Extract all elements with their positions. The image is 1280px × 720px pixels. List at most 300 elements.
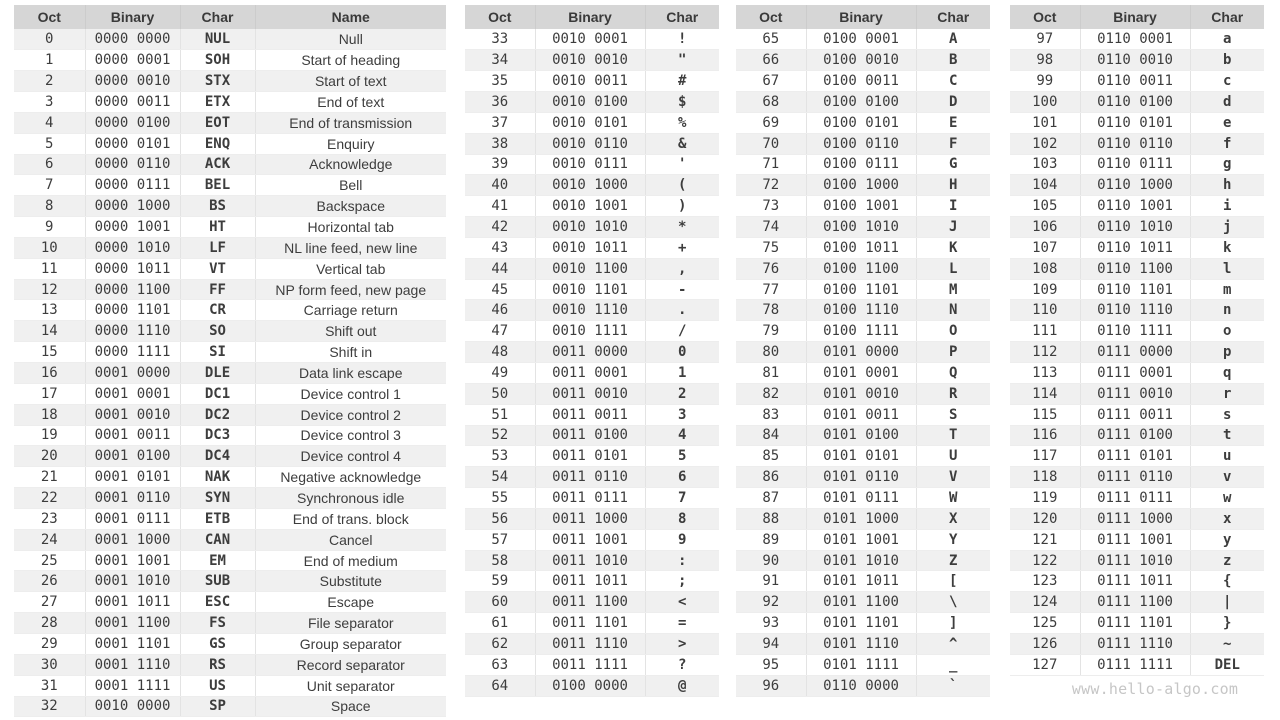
table-row xyxy=(465,467,719,488)
cell-char: T xyxy=(916,425,990,446)
cell-binary: 0101 1010 xyxy=(806,550,916,571)
cell-binary: 0101 1011 xyxy=(806,571,916,592)
cell-char: 9 xyxy=(645,529,719,550)
table-row xyxy=(1010,112,1264,133)
table-row xyxy=(465,300,719,321)
table-row xyxy=(14,467,446,488)
cell-binary: 0110 0110 xyxy=(1080,133,1190,154)
cell-name: End of medium xyxy=(255,550,446,571)
table-row xyxy=(1010,217,1264,238)
table-row xyxy=(736,446,990,467)
cell-char: 7 xyxy=(645,488,719,509)
cell-char: i xyxy=(1190,196,1264,217)
cell-char: P xyxy=(916,342,990,363)
cell-binary: 0011 1101 xyxy=(535,613,645,634)
table-row xyxy=(14,112,446,133)
cell-binary: 0001 1101 xyxy=(85,633,180,654)
cell-char: ^ xyxy=(916,633,990,654)
cell-char: CAN xyxy=(180,529,255,550)
cell-oct: 31 xyxy=(14,675,85,696)
cell-char: ( xyxy=(645,175,719,196)
cell-binary: 0100 0100 xyxy=(806,92,916,113)
cell-name: Escape xyxy=(255,592,446,613)
cell-name: Data link escape xyxy=(255,363,446,384)
table-row xyxy=(14,633,446,654)
cell-binary: 0100 0111 xyxy=(806,154,916,175)
cell-char: l xyxy=(1190,258,1264,279)
cell-oct: 19 xyxy=(14,425,85,446)
table-row xyxy=(465,488,719,509)
table-row xyxy=(465,383,719,404)
cell-oct: 22 xyxy=(14,488,85,509)
cell-oct: 114 xyxy=(1010,383,1080,404)
cell-name: Cancel xyxy=(255,529,446,550)
cell-char: + xyxy=(645,237,719,258)
table-row xyxy=(1010,300,1264,321)
ascii-table-33-64 xyxy=(465,5,719,697)
table-row xyxy=(14,92,446,113)
cell-oct: 81 xyxy=(736,363,806,384)
cell-char: X xyxy=(916,508,990,529)
cell-oct: 106 xyxy=(1010,217,1080,238)
table-row xyxy=(465,258,719,279)
cell-binary: 0010 1010 xyxy=(535,217,645,238)
cell-char: I xyxy=(916,196,990,217)
table-row xyxy=(1010,383,1264,404)
cell-oct: 39 xyxy=(465,154,535,175)
cell-name: Device control 3 xyxy=(255,425,446,446)
cell-oct: 12 xyxy=(14,279,85,300)
table-row xyxy=(1010,237,1264,258)
cell-char: _ xyxy=(916,654,990,675)
cell-binary: 0101 0101 xyxy=(806,446,916,467)
cell-oct: 51 xyxy=(465,404,535,425)
cell-binary: 0000 1010 xyxy=(85,237,180,258)
cell-binary: 0100 0010 xyxy=(806,50,916,71)
table-row xyxy=(14,321,446,342)
cell-char: FS xyxy=(180,613,255,634)
cell-char: g xyxy=(1190,154,1264,175)
table-row xyxy=(465,50,719,71)
table-row xyxy=(14,613,446,634)
table-row xyxy=(14,675,446,696)
cell-binary: 0000 0111 xyxy=(85,175,180,196)
cell-oct: 85 xyxy=(736,446,806,467)
cell-binary: 0010 1111 xyxy=(535,321,645,342)
cell-char: 1 xyxy=(645,363,719,384)
cell-oct: 76 xyxy=(736,258,806,279)
cell-char: DC4 xyxy=(180,446,255,467)
cell-binary: 0111 0110 xyxy=(1080,467,1190,488)
cell-binary: 0100 1110 xyxy=(806,300,916,321)
cell-binary: 0100 1010 xyxy=(806,217,916,238)
cell-char: G xyxy=(916,154,990,175)
table-row xyxy=(1010,154,1264,175)
cell-char: CR xyxy=(180,300,255,321)
table-row xyxy=(14,279,446,300)
cell-char: DEL xyxy=(1190,654,1264,675)
table-row xyxy=(14,50,446,71)
cell-char: p xyxy=(1190,342,1264,363)
table-row xyxy=(736,300,990,321)
cell-oct: 37 xyxy=(465,112,535,133)
cell-oct: 25 xyxy=(14,550,85,571)
cell-char: 6 xyxy=(645,467,719,488)
cell-name: NL line feed, new line xyxy=(255,237,446,258)
cell-binary: 0110 0011 xyxy=(1080,71,1190,92)
cell-oct: 2 xyxy=(14,71,85,92)
table-row xyxy=(465,29,719,50)
table-row xyxy=(1010,467,1264,488)
table-row xyxy=(14,529,446,550)
cell-binary: 0000 1101 xyxy=(85,300,180,321)
cell-name: Substitute xyxy=(255,571,446,592)
table-row xyxy=(465,508,719,529)
cell-char: SUB xyxy=(180,571,255,592)
cell-binary: 0101 0001 xyxy=(806,363,916,384)
cell-char: 5 xyxy=(645,446,719,467)
table-row xyxy=(1010,633,1264,654)
table-row xyxy=(736,92,990,113)
cell-name: Backspace xyxy=(255,196,446,217)
table-row xyxy=(14,154,446,175)
cell-oct: 57 xyxy=(465,529,535,550)
cell-oct: 64 xyxy=(465,675,535,696)
cell-binary: 0011 0101 xyxy=(535,446,645,467)
table-row xyxy=(465,613,719,634)
cell-char: w xyxy=(1190,488,1264,509)
cell-binary: 0001 0101 xyxy=(85,467,180,488)
cell-binary: 0010 1000 xyxy=(535,175,645,196)
cell-oct: 41 xyxy=(465,196,535,217)
cell-char: o xyxy=(1190,321,1264,342)
cell-oct: 53 xyxy=(465,446,535,467)
cell-char: B xyxy=(916,50,990,71)
cell-binary: 0100 1100 xyxy=(806,258,916,279)
cell-oct: 119 xyxy=(1010,488,1080,509)
ascii-table-control-chars xyxy=(14,5,446,717)
cell-binary: 0011 0011 xyxy=(535,404,645,425)
table-row xyxy=(736,383,990,404)
cell-oct: 117 xyxy=(1010,446,1080,467)
cell-oct: 73 xyxy=(736,196,806,217)
cell-name: Negative acknowledge xyxy=(255,467,446,488)
cell-binary: 0101 1000 xyxy=(806,508,916,529)
cell-oct: 92 xyxy=(736,592,806,613)
cell-binary: 0100 1101 xyxy=(806,279,916,300)
cell-char: NUL xyxy=(180,29,255,50)
cell-char: n xyxy=(1190,300,1264,321)
cell-char: x xyxy=(1190,508,1264,529)
cell-char: & xyxy=(645,133,719,154)
cell-oct: 33 xyxy=(465,29,535,50)
cell-binary: 0111 0010 xyxy=(1080,383,1190,404)
table-row xyxy=(1010,425,1264,446)
table-row xyxy=(736,363,990,384)
cell-char: HT xyxy=(180,217,255,238)
table-row xyxy=(465,175,719,196)
cell-char: # xyxy=(645,71,719,92)
cell-char: ; xyxy=(645,571,719,592)
table-row xyxy=(1010,613,1264,634)
table-row xyxy=(465,529,719,550)
cell-oct: 125 xyxy=(1010,613,1080,634)
cell-char: VT xyxy=(180,258,255,279)
cell-char: q xyxy=(1190,363,1264,384)
cell-oct: 116 xyxy=(1010,425,1080,446)
cell-oct: 90 xyxy=(736,550,806,571)
cell-char: K xyxy=(916,237,990,258)
table-row xyxy=(736,279,990,300)
cell-name: End of trans. block xyxy=(255,508,446,529)
column-header-oct: Oct xyxy=(1010,5,1080,29)
cell-binary: 0100 0110 xyxy=(806,133,916,154)
table-row xyxy=(736,425,990,446)
cell-oct: 72 xyxy=(736,175,806,196)
table-row xyxy=(736,196,990,217)
cell-binary: 0011 1100 xyxy=(535,592,645,613)
cell-char: V xyxy=(916,467,990,488)
cell-char: h xyxy=(1190,175,1264,196)
cell-char: t xyxy=(1190,425,1264,446)
table-row xyxy=(736,613,990,634)
cell-binary: 0010 1110 xyxy=(535,300,645,321)
table-row xyxy=(14,654,446,675)
cell-char: j xyxy=(1190,217,1264,238)
cell-oct: 40 xyxy=(465,175,535,196)
table-row xyxy=(736,675,990,696)
cell-name: Start of text xyxy=(255,71,446,92)
cell-binary: 0000 0010 xyxy=(85,71,180,92)
table-row xyxy=(465,342,719,363)
cell-oct: 107 xyxy=(1010,237,1080,258)
table-row xyxy=(14,29,446,50)
cell-oct: 120 xyxy=(1010,508,1080,529)
cell-oct: 20 xyxy=(14,446,85,467)
cell-oct: 101 xyxy=(1010,112,1080,133)
cell-char: GS xyxy=(180,633,255,654)
cell-char: - xyxy=(645,279,719,300)
table-row xyxy=(14,404,446,425)
cell-binary: 0000 0100 xyxy=(85,112,180,133)
table-row xyxy=(14,196,446,217)
cell-binary: 0100 0101 xyxy=(806,112,916,133)
cell-binary: 0001 1011 xyxy=(85,592,180,613)
table-row xyxy=(1010,258,1264,279)
cell-char: H xyxy=(916,175,990,196)
cell-char: > xyxy=(645,633,719,654)
cell-binary: 0001 0000 xyxy=(85,363,180,384)
cell-oct: 66 xyxy=(736,50,806,71)
table-row xyxy=(14,237,446,258)
cell-oct: 16 xyxy=(14,363,85,384)
cell-name: NP form feed, new page xyxy=(255,279,446,300)
cell-name: End of transmission xyxy=(255,112,446,133)
table-row xyxy=(736,550,990,571)
cell-binary: 0000 1111 xyxy=(85,342,180,363)
table-row xyxy=(1010,196,1264,217)
cell-oct: 80 xyxy=(736,342,806,363)
cell-char: : xyxy=(645,550,719,571)
cell-oct: 96 xyxy=(736,675,806,696)
cell-oct: 44 xyxy=(465,258,535,279)
cell-char: . xyxy=(645,300,719,321)
table-row xyxy=(1010,29,1264,50)
cell-name: Record separator xyxy=(255,654,446,675)
table-row xyxy=(736,633,990,654)
cell-binary: 0000 0011 xyxy=(85,92,180,113)
cell-binary: 0011 0000 xyxy=(535,342,645,363)
cell-oct: 97 xyxy=(1010,29,1080,50)
cell-oct: 3 xyxy=(14,92,85,113)
cell-binary: 0101 1111 xyxy=(806,654,916,675)
cell-binary: 0011 0100 xyxy=(535,425,645,446)
cell-oct: 74 xyxy=(736,217,806,238)
cell-binary: 0110 0001 xyxy=(1080,29,1190,50)
cell-oct: 121 xyxy=(1010,529,1080,550)
fourth-table-column xyxy=(1010,5,1264,698)
cell-oct: 34 xyxy=(465,50,535,71)
table-row xyxy=(1010,508,1264,529)
table-row xyxy=(14,342,446,363)
cell-name: Acknowledge xyxy=(255,154,446,175)
cell-binary: 0100 0001 xyxy=(806,29,916,50)
table-row xyxy=(736,50,990,71)
cell-oct: 94 xyxy=(736,633,806,654)
table-row xyxy=(14,217,446,238)
cell-name: Start of heading xyxy=(255,50,446,71)
cell-binary: 0110 1100 xyxy=(1080,258,1190,279)
cell-oct: 0 xyxy=(14,29,85,50)
table-row xyxy=(14,175,446,196)
cell-char: " xyxy=(645,50,719,71)
cell-char: % xyxy=(645,112,719,133)
cell-name: Device control 1 xyxy=(255,383,446,404)
cell-char: 3 xyxy=(645,404,719,425)
cell-char: k xyxy=(1190,237,1264,258)
cell-binary: 0010 0110 xyxy=(535,133,645,154)
cell-char: / xyxy=(645,321,719,342)
cell-oct: 47 xyxy=(465,321,535,342)
table-row xyxy=(14,571,446,592)
table-row xyxy=(1010,488,1264,509)
cell-binary: 0011 0001 xyxy=(535,363,645,384)
cell-binary: 0010 0011 xyxy=(535,71,645,92)
cell-binary: 0001 0011 xyxy=(85,425,180,446)
cell-binary: 0100 0000 xyxy=(535,675,645,696)
cell-binary: 0100 1001 xyxy=(806,196,916,217)
cell-oct: 15 xyxy=(14,342,85,363)
cell-char: a xyxy=(1190,29,1264,50)
cell-binary: 0110 1011 xyxy=(1080,237,1190,258)
table-row xyxy=(736,654,990,675)
cell-name: Device control 2 xyxy=(255,404,446,425)
cell-binary: 0011 1110 xyxy=(535,633,645,654)
table-row xyxy=(14,696,446,717)
cell-binary: 0000 0000 xyxy=(85,29,180,50)
cell-char: D xyxy=(916,92,990,113)
cell-char: s xyxy=(1190,404,1264,425)
cell-binary: 0110 0101 xyxy=(1080,112,1190,133)
cell-char: SO xyxy=(180,321,255,342)
cell-name: Group separator xyxy=(255,633,446,654)
cell-char: RS xyxy=(180,654,255,675)
cell-binary: 0001 1110 xyxy=(85,654,180,675)
table-row xyxy=(465,112,719,133)
table-row xyxy=(465,654,719,675)
cell-oct: 98 xyxy=(1010,50,1080,71)
cell-name: Shift in xyxy=(255,342,446,363)
header-row xyxy=(14,5,446,29)
cell-binary: 0111 0101 xyxy=(1080,446,1190,467)
table-row xyxy=(1010,404,1264,425)
cell-binary: 0010 1101 xyxy=(535,279,645,300)
cell-char: US xyxy=(180,675,255,696)
table-row xyxy=(1010,133,1264,154)
cell-oct: 58 xyxy=(465,550,535,571)
cell-oct: 9 xyxy=(14,217,85,238)
cell-oct: 29 xyxy=(14,633,85,654)
cell-binary: 0101 0011 xyxy=(806,404,916,425)
cell-binary: 0100 1111 xyxy=(806,321,916,342)
cell-oct: 17 xyxy=(14,383,85,404)
cell-oct: 70 xyxy=(736,133,806,154)
table-row xyxy=(1010,321,1264,342)
cell-oct: 61 xyxy=(465,613,535,634)
cell-oct: 59 xyxy=(465,571,535,592)
table-row xyxy=(465,217,719,238)
table-row xyxy=(465,404,719,425)
cell-binary: 0110 0100 xyxy=(1080,92,1190,113)
table-row xyxy=(1010,363,1264,384)
cell-binary: 0011 1011 xyxy=(535,571,645,592)
cell-char: O xyxy=(916,321,990,342)
cell-char: J xyxy=(916,217,990,238)
cell-binary: 0100 1011 xyxy=(806,237,916,258)
cell-oct: 84 xyxy=(736,425,806,446)
cell-binary: 0010 0100 xyxy=(535,92,645,113)
table-row xyxy=(736,133,990,154)
header-row xyxy=(1010,5,1264,29)
table-row xyxy=(1010,342,1264,363)
cell-oct: 49 xyxy=(465,363,535,384)
table-row xyxy=(1010,175,1264,196)
cell-binary: 0111 0000 xyxy=(1080,342,1190,363)
cell-oct: 93 xyxy=(736,613,806,634)
cell-oct: 91 xyxy=(736,571,806,592)
cell-binary: 0010 0010 xyxy=(535,50,645,71)
cell-oct: 30 xyxy=(14,654,85,675)
cell-binary: 0101 1100 xyxy=(806,592,916,613)
cell-binary: 0001 1111 xyxy=(85,675,180,696)
cell-binary: 0001 1001 xyxy=(85,550,180,571)
cell-oct: 79 xyxy=(736,321,806,342)
cell-oct: 8 xyxy=(14,196,85,217)
cell-name: Horizontal tab xyxy=(255,217,446,238)
cell-binary: 0001 0001 xyxy=(85,383,180,404)
cell-char: ! xyxy=(645,29,719,50)
cell-char: @ xyxy=(645,675,719,696)
cell-binary: 0000 0001 xyxy=(85,50,180,71)
cell-binary: 0111 0011 xyxy=(1080,404,1190,425)
cell-char: \ xyxy=(916,592,990,613)
column-header-name: Name xyxy=(255,5,446,29)
table-row xyxy=(736,258,990,279)
cell-oct: 54 xyxy=(465,467,535,488)
cell-oct: 71 xyxy=(736,154,806,175)
cell-char: E xyxy=(916,112,990,133)
cell-char: z xyxy=(1190,550,1264,571)
